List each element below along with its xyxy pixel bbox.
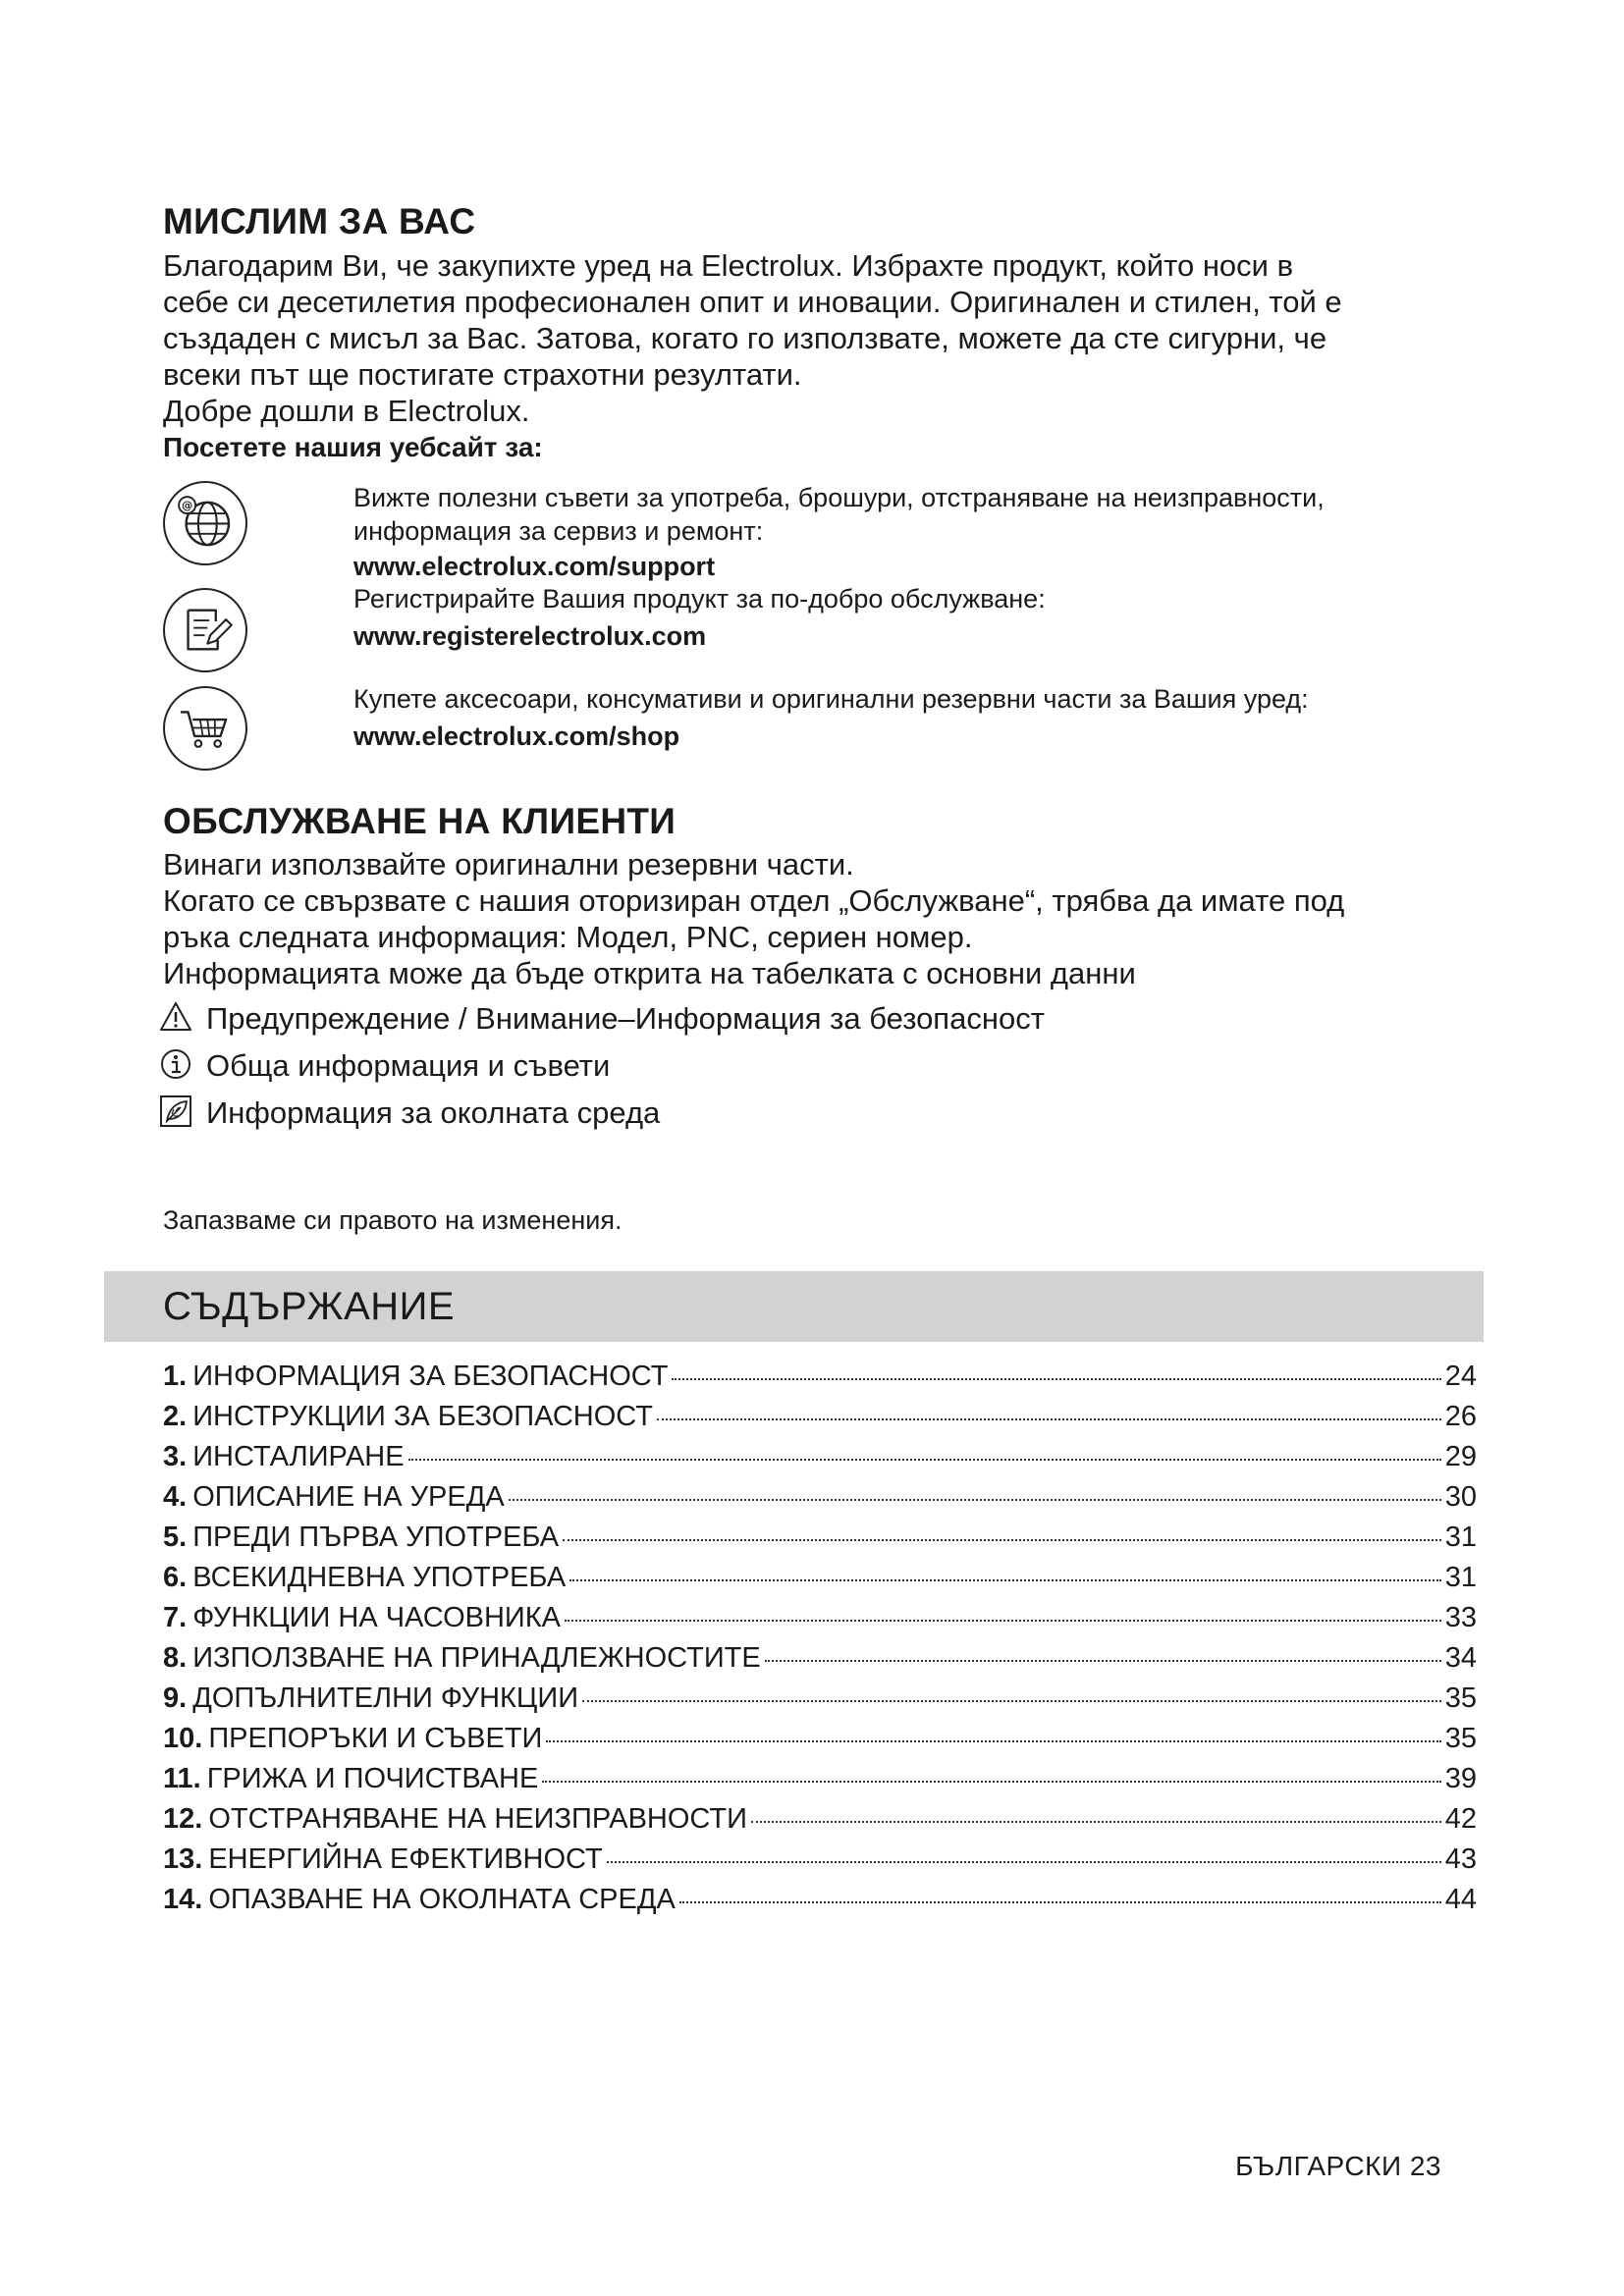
register-link[interactable]: www.registerelectrolux.com <box>353 621 707 651</box>
section-title-thinking-of-you: МИСЛИМ ЗА ВАС <box>163 201 476 241</box>
toc-entry[interactable] <box>163 1763 1477 1803</box>
toc-entry-number: 13. <box>163 1843 203 1875</box>
svg-text:@: @ <box>181 499 193 512</box>
intro-line: себе си десетилетия професионален опит и иновации. Оригинален и стилен, той е <box>163 285 1342 319</box>
toc-entry-page: 42 <box>1444 1803 1477 1835</box>
toc-entry-page: 31 <box>1444 1522 1477 1553</box>
section-title-customer-care: ОБСЛУЖВАНЕ НА КЛИЕНТИ <box>163 801 677 841</box>
shop-link[interactable]: www.electrolux.com/shop <box>353 721 680 751</box>
toc-entry-title: ИНСТАЛИРАНЕ <box>192 1441 405 1472</box>
toc-entry[interactable] <box>163 1481 1477 1522</box>
shopping-cart-icon <box>163 686 247 771</box>
toc-entry[interactable] <box>163 1401 1477 1441</box>
toc-leader-dots <box>679 1901 1441 1903</box>
page-footer: БЪЛГАРСКИ 23 <box>1235 2151 1441 2181</box>
toc-entry[interactable] <box>163 1682 1477 1723</box>
toc-leader-dots <box>569 1579 1441 1581</box>
toc-entry-page: 30 <box>1444 1481 1477 1513</box>
web-item-description: Купете аксесоари, консумативи и оригинални резервни части за Вашия уред: <box>353 684 1309 714</box>
toc-entry-number: 11. <box>163 1763 201 1794</box>
toc-entry-title: ИНСТРУКЦИИ ЗА БЕЗОПАСНОСТ <box>192 1401 653 1432</box>
toc-entry-number: 9. <box>163 1682 188 1714</box>
toc-leader-dots <box>546 1740 1440 1742</box>
toc-entry-number: 8. <box>163 1642 188 1674</box>
web-item-description: Регистрирайте Вашия продукт за по-добро обслужване: <box>353 584 1046 614</box>
toc-entry-page: 33 <box>1444 1602 1477 1633</box>
support-link[interactable]: www.electrolux.com/support <box>353 552 716 581</box>
visit-website-label: Посетете нашия уебсайт за: <box>163 432 543 462</box>
toc-entry-page: 29 <box>1444 1441 1477 1472</box>
customer-care-line: Информацията може да бъде открита на табелката с основни данни <box>163 956 1136 990</box>
intro-paragraph <box>163 247 1498 465</box>
legend-warning <box>159 999 1045 1039</box>
web-item-description: информация за сервиз и ремонт: <box>353 516 764 546</box>
legend-environment-text: Информация за околната среда <box>206 1095 661 1130</box>
toc-header-band <box>104 1271 1484 1342</box>
toc-entry[interactable] <box>163 1803 1477 1843</box>
toc-entry-number: 4. <box>163 1481 188 1513</box>
toc-entry-page: 35 <box>1444 1723 1477 1754</box>
toc-entry-title: ОТСТРАНЯВАНЕ НА НЕИЗПРАВНОСТИ <box>208 1803 747 1835</box>
toc-entry[interactable] <box>163 1723 1477 1763</box>
toc-entry-title: ЕНЕРГИЙНА ЕФЕКТИВНОСТ <box>208 1843 603 1875</box>
toc-entry-title: ВСЕКИДНЕВНА УПОТРЕБА <box>192 1562 567 1593</box>
register-form-icon <box>163 588 247 672</box>
customer-care-paragraph <box>163 846 1498 991</box>
toc-entry[interactable] <box>163 1562 1477 1602</box>
toc-leader-dots <box>542 1781 1440 1783</box>
toc-leader-dots <box>582 1700 1441 1702</box>
rights-note: Запазваме си правото на изменения. <box>163 1205 623 1235</box>
toc-entry-page: 44 <box>1444 1884 1477 1915</box>
toc-entry-number: 6. <box>163 1562 188 1593</box>
toc-entry-number: 12. <box>163 1803 203 1835</box>
web-item-register <box>159 582 1485 680</box>
intro-line: Добре дошли в Electrolux. <box>163 394 530 428</box>
toc-entry-title: ДОПЪЛНИТЕЛНИ ФУНКЦИИ <box>192 1682 579 1714</box>
toc-entry[interactable] <box>163 1361 1477 1401</box>
toc-leader-dots <box>657 1418 1441 1420</box>
legend-warning-text: Предупреждение / Внимание–Информация за безопасност <box>206 1001 1045 1036</box>
intro-line: всеки път ще постигате страхотни резултати. <box>163 357 802 392</box>
warning-triangle-icon <box>159 1000 192 1034</box>
toc-entry-number: 3. <box>163 1441 188 1472</box>
toc-entry-page: 43 <box>1444 1843 1477 1875</box>
toc-entry-title: ОПАЗВАНЕ НА ОКОЛНАТА СРЕДА <box>208 1884 676 1915</box>
toc-entry-page: 26 <box>1444 1401 1477 1432</box>
intro-line: създаден с мисъл за Вас. Затова, когато го използвате, можете да сте сигурни, че <box>163 321 1327 355</box>
legend-info <box>159 1046 610 1086</box>
toc-entry-page: 24 <box>1444 1361 1477 1392</box>
customer-care-line: Винаги използвайте оригинални резервни части. <box>163 847 854 881</box>
intro-line: Благодарим Ви, че закупихте уред на Electrolux. Избрахте продукт, който носи в <box>163 248 1294 283</box>
toc-entry-title: ГРИЖА И ПОЧИСТВАНЕ <box>206 1763 539 1794</box>
toc-entry-title: ПРЕПОРЪКИ И СЪВЕТИ <box>208 1723 543 1754</box>
web-item-shop <box>159 682 1485 780</box>
web-item-description: Вижте полезни съвети за употреба, брошури, отстраняване на неизправности, <box>353 483 1325 512</box>
toc-entry[interactable] <box>163 1642 1477 1682</box>
toc-entry-title: ИЗПОЛЗВАНЕ НА ПРИНАДЛЕЖНОСТИТЕ <box>192 1642 761 1674</box>
toc-entry-page: 34 <box>1444 1642 1477 1674</box>
legend-environment <box>159 1094 660 1133</box>
toc-entry-number: 14. <box>163 1884 203 1915</box>
toc-entry[interactable] <box>163 1602 1477 1642</box>
toc-entry-number: 1. <box>163 1361 188 1392</box>
toc-entry-number: 5. <box>163 1522 188 1553</box>
toc-leader-dots <box>607 1861 1441 1863</box>
toc-entry-number: 7. <box>163 1602 188 1633</box>
toc-title: СЪДЪРЖАНИЕ <box>163 1285 456 1328</box>
toc-leader-dots <box>565 1620 1441 1622</box>
toc-leader-dots <box>672 1378 1440 1380</box>
toc-leader-dots <box>563 1539 1441 1541</box>
toc-entry-page: 31 <box>1444 1562 1477 1593</box>
toc-entry-page: 39 <box>1444 1763 1477 1794</box>
toc-entry-title: ПРЕДИ ПЪРВА УПОТРЕБА <box>192 1522 560 1553</box>
toc-leader-dots <box>765 1660 1441 1662</box>
globe-icon <box>163 481 247 565</box>
toc-entry-number: 2. <box>163 1401 188 1432</box>
info-icon <box>159 1047 192 1081</box>
toc-leader-dots <box>751 1821 1441 1823</box>
toc-entry[interactable] <box>163 1884 1477 1924</box>
toc-entry-title: ИНФОРМАЦИЯ ЗА БЕЗОПАСНОСТ <box>192 1361 669 1392</box>
table-of-contents <box>163 1361 1477 1924</box>
customer-care-line: Когато се свързвате с нашия оторизиран отдел „Обслужване“, трябва да имате под <box>163 883 1345 918</box>
toc-entry[interactable] <box>163 1843 1477 1884</box>
toc-entry-page: 35 <box>1444 1682 1477 1714</box>
toc-entry[interactable] <box>163 1522 1477 1562</box>
toc-entry[interactable] <box>163 1441 1477 1481</box>
toc-leader-dots <box>509 1499 1441 1501</box>
web-item-support <box>159 481 1485 589</box>
toc-entry-title: ФУНКЦИИ НА ЧАСОВНИКА <box>192 1602 561 1633</box>
toc-entry-title: ОПИСАНИЕ НА УРЕДА <box>192 1481 505 1513</box>
environment-leaf-icon <box>159 1095 192 1128</box>
toc-leader-dots <box>408 1459 1441 1461</box>
customer-care-line: ръка следната информация: Модел, PNC, сериен номер. <box>163 920 973 954</box>
toc-entry-number: 10. <box>163 1723 203 1754</box>
legend-info-text: Обща информация и съвети <box>206 1048 611 1083</box>
